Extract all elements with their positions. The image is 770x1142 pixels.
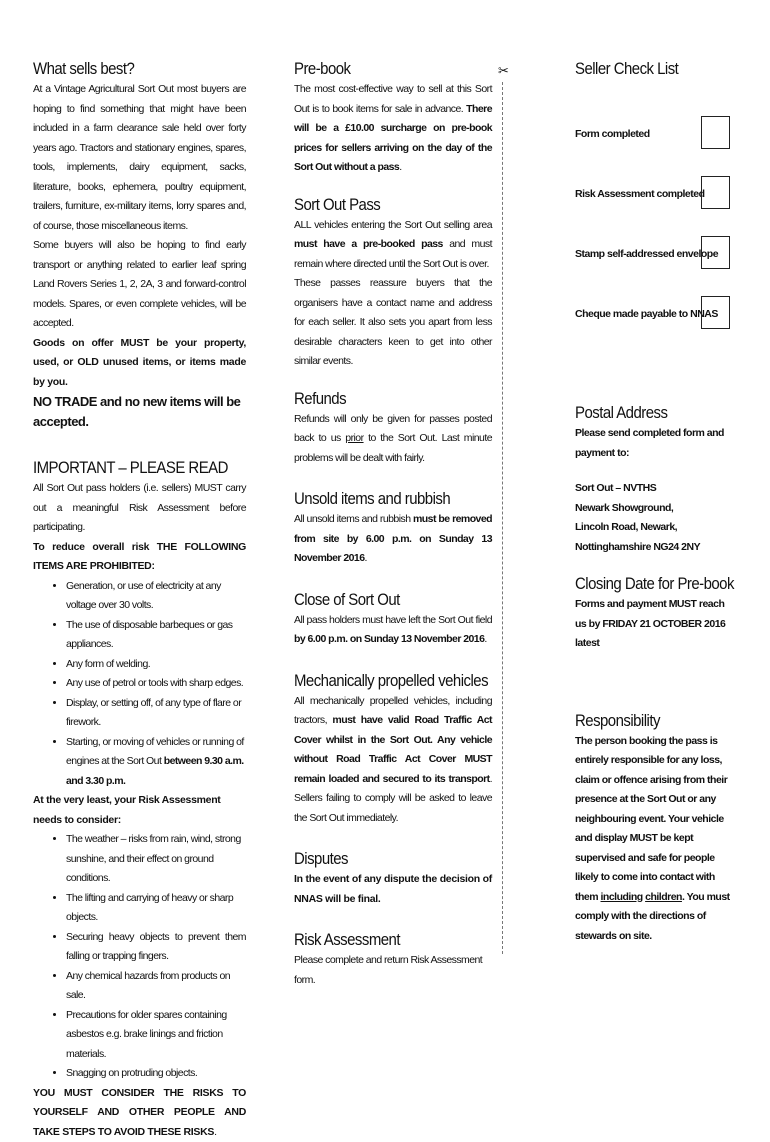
responsibility-children: children [645, 891, 682, 903]
what-sells-heading: What sells best? [33, 58, 220, 80]
consider-item: • Securing heavy objects to prevent them falling or trapping fingers. [66, 928, 246, 967]
prohibited-item [66, 733, 246, 792]
sortout-pass-paragraph [294, 216, 492, 275]
checklist-row[interactable] [575, 296, 735, 336]
checklist-row[interactable] [575, 176, 735, 216]
column-left [33, 58, 246, 1142]
mech-text-c: . Sellers failing to comply will be asked to leave the Sort Out immediately. [294, 773, 492, 824]
responsibility-heading: Responsibility [575, 710, 716, 732]
what-sells-paragraph-2: Some buyers will also be hoping to find early transport or anything related to earlier leaf spring Land Rovers Series 1, 2, 2A, 3 and forward-control models. Spares, or even complete vehicles, will be accepted. [33, 236, 246, 334]
prohibited-item: • Generation, or use of electricity at any voltage over 30 volts. [66, 577, 246, 616]
prohibited-item: • The use of disposable barbeques or gas appliances. [66, 616, 246, 655]
mech-text-a: All mechanically propelled vehicles, including tractors, [294, 695, 492, 727]
sortout-pass-paragraph-2: These passes reassure buyers that the organisers have a contact name and address for each seller. It also sets you apart from less desirable characters keen to get into other similar events. [294, 274, 492, 372]
close-text-a: All pass holders must have left the Sort Out field [294, 614, 492, 626]
important-paragraph: All Sort Out pass holders (i.e. sellers) MUST carry out a meaningful Risk Assessment before participating. [33, 479, 246, 538]
consider-intro: At the very least, your Risk Assessment needs to consider: [33, 791, 246, 830]
postal-intro: Please send completed form and payment to: [575, 424, 735, 463]
close-text-b: by 6.00 p.m. on Sunday 13 November 2016 [294, 633, 484, 645]
address-line: Nottinghamshire NG24 2NY [575, 538, 735, 558]
prohibited-item-text: Starting, or moving of vehicles or running of engines at the Sort Out [66, 736, 244, 768]
postal-heading: Postal Address [575, 402, 716, 424]
risk-heading: Risk Assessment [294, 929, 468, 951]
checklist-label: Risk Assessment completed [575, 188, 705, 200]
closing-heading: Closing Date for Pre-book [575, 573, 716, 595]
important-heading: IMPORTANT – PLEASE READ [33, 457, 220, 479]
sortout-pass-text-b: must have a pre-booked pass [294, 238, 443, 250]
checkbox[interactable] [701, 176, 730, 209]
refunds-text-a: Refunds will only be given for passes posted back to us [294, 413, 492, 445]
address-line: Lincoln Road, Newark, [575, 518, 735, 538]
prohibited-item: • Any use of petrol or tools with sharp edges. [66, 674, 246, 694]
checklist [575, 80, 735, 344]
unsold-text-a: All unsold items and rubbish [294, 513, 413, 525]
prebook-heading: Pre-book [294, 58, 468, 80]
prohibited-list [33, 577, 246, 792]
checklist-heading: Seller Check List [575, 58, 716, 80]
sortout-pass-heading: Sort Out Pass [294, 194, 468, 216]
disputes-paragraph: In the event of any dispute the decision of NNAS will be final. [294, 870, 492, 909]
responsibility-text-a: The person booking the pass is entirely responsible for any loss, claim or offence arising from their presence at the Sort Out or any neighbouring event. Your vehicle and display MUST be kept supervised and safe for people likely to come into contact with them [575, 735, 727, 903]
unsold-heading: Unsold items and rubbish [294, 488, 468, 510]
prohibited-item: • Display, or setting off, of any type of flare or firework. [66, 694, 246, 733]
column-middle [294, 58, 492, 990]
checklist-label: Cheque made payable to NNAS [575, 308, 718, 320]
disputes-heading: Disputes [294, 848, 468, 870]
responsibility-text-b: . You must comply with the directions of stewards on site. [575, 891, 730, 942]
consider-item: • The weather – risks from rain, wind, strong sunshine, and their effect on ground conditions. [66, 830, 246, 889]
consider-item: • The lifting and carrying of heavy or sharp objects. [66, 889, 246, 928]
consider-risks-note [33, 1084, 246, 1142]
consider-item: • Precautions for older spares containing asbestos e.g. brake linings and friction materials. [66, 1006, 246, 1065]
close-paragraph [294, 611, 492, 650]
prebook-end: . [399, 161, 401, 173]
consider-item: • Snagging on protruding objects. [66, 1064, 246, 1084]
prohibited-item-times: between 9.30 a.m. and 3.30 p.m. [66, 755, 244, 787]
checkbox[interactable] [701, 116, 730, 149]
refunds-text-b: to the Sort Out. Last minute problems will be dealt with fairly. [294, 432, 492, 464]
refunds-paragraph [294, 410, 492, 469]
sortout-pass-text-c: and must remain where directed until the Sort Out is over. [294, 238, 492, 270]
checklist-label: Form completed [575, 128, 650, 140]
sortout-pass-text-a: ALL vehicles entering the Sort Out selling area [294, 219, 492, 231]
mech-heading: Mechanically propelled vehicles [294, 670, 468, 692]
closing-paragraph: Forms and payment MUST reach us by FRIDAY 21 OCTOBER 2016 latest [575, 595, 735, 654]
address-line: Newark Showground, [575, 499, 735, 519]
goods-on-offer-note: Goods on offer MUST be your property, used, or OLD unused items, or items made by you. [33, 334, 246, 393]
unsold-paragraph [294, 510, 492, 569]
address-line: Sort Out – NVTHS [575, 479, 735, 499]
consider-item: • Any chemical hazards from products on sale. [66, 967, 246, 1006]
prohibited-item: • Any form of welding. [66, 655, 246, 675]
consider-risks-text: YOU MUST CONSIDER THE RISKS TO YOURSELF AND OTHER PEOPLE AND TAKE STEPS TO AVOID THESE RISKS [33, 1087, 246, 1138]
checkbox[interactable] [701, 236, 730, 269]
prebook-paragraph [294, 80, 492, 178]
prohibited-intro: To reduce overall risk THE FOLLOWING ITEMS ARE PROHIBITED: [33, 538, 246, 577]
close-text-c: . [484, 633, 486, 645]
checkbox[interactable] [701, 296, 730, 329]
close-heading: Close of Sort Out [294, 589, 468, 611]
refunds-prior: prior [345, 432, 363, 444]
unsold-text-c: . [364, 552, 366, 564]
mech-text-b: must have valid Road Traffic Act Cover whilst in the Sort Out. Any vehicle without Road Traffic Act Cover MUST remain loaded and secured to its transport [294, 714, 492, 785]
no-trade-note: NO TRADE and no new items will be accepted. [33, 392, 246, 432]
column-right [575, 58, 735, 946]
responsibility-including: including [601, 891, 643, 903]
prebook-text: The most cost-effective way to sell at this Sort Out is to book items for sale in advance. [294, 83, 492, 115]
unsold-text-b: must be removed from site by 6.00 p.m. on Sunday 13 November 2016 [294, 513, 492, 564]
what-sells-paragraph-1: At a Vintage Agricultural Sort Out most buyers are hoping to find something that might have been included in a farm clearance sale held over forty years ago. Tractors and stationary engines, spares, tools, implements, dairy equipment, sacks, literature, books, ephemera, poultry equipment, trailers, furniture, ex-military items, lorry spares and, of course, those miscellaneous items. [33, 80, 246, 236]
consider-list [33, 830, 246, 1084]
checklist-row[interactable] [575, 116, 735, 156]
scissors-icon: ✂ [498, 64, 509, 77]
cut-line [502, 82, 503, 954]
checklist-row[interactable] [575, 236, 735, 276]
responsibility-paragraph [575, 732, 735, 947]
risk-paragraph: Please complete and return Risk Assessment form. [294, 951, 492, 990]
refunds-heading: Refunds [294, 388, 468, 410]
prebook-surcharge: There will be a £10.00 surcharge on pre-book prices for sellers arriving on the day of the Sort Out without a pass [294, 103, 492, 174]
mech-paragraph [294, 692, 492, 829]
postal-address [575, 479, 735, 557]
consider-risks-end: . [214, 1126, 217, 1138]
checklist-label: Stamp self-addressed envelope [575, 248, 718, 260]
